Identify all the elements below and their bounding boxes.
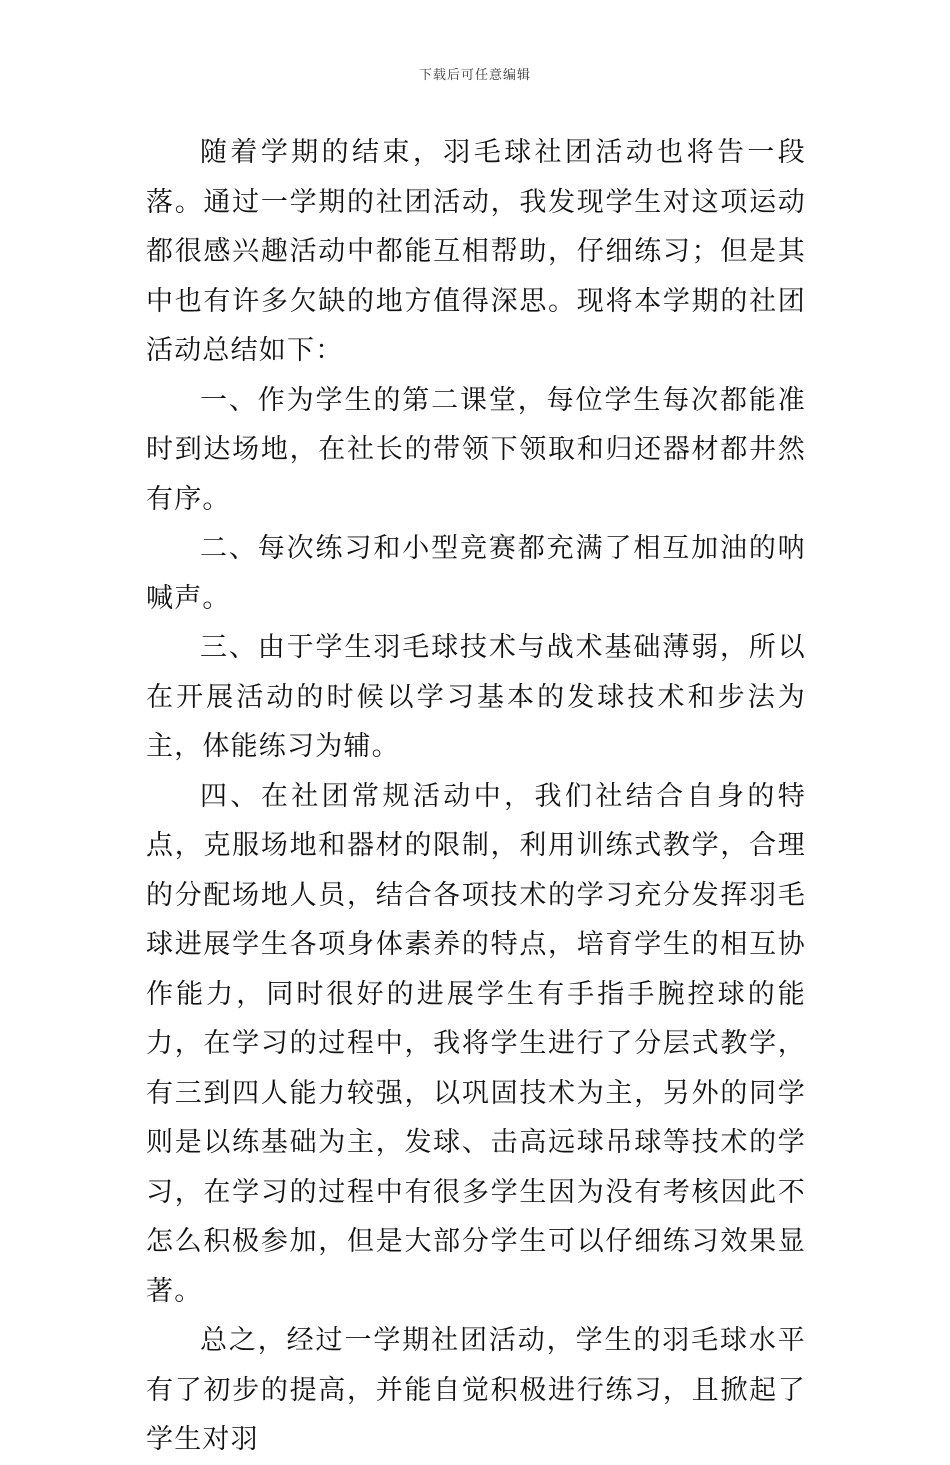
paragraph-point-4: 四、在社团常规活动中，我们社结合自身的特点，克服场地和器材的限制，利用训练式教学，合理的分配场地人员，结合各项技术的学习充分发挥羽毛球进展学生各项身体素养的特点，培育学生的相互协作能力，同时很好的进展学生有手指手腕控球的能力，在学习的过程中，我将学生进行了分层式教学，有三到四人能力较强，以巩固技术为主，另外的同学则是以练基础为主，发球、击高远球吊球等技术的学习，在学习的过程中有很多学生因为没有考核因此不怎么积极参加，但是大部分学生可以仔细练习效果显著。 xyxy=(146,780,806,1307)
paragraph-conclusion: 总之，经过一学期社团活动，学生的羽毛球水平有了初步的提高，并能自觉积极进行练习，且掀起了学生对羽 xyxy=(146,1325,806,1455)
document-body xyxy=(146,128,806,1465)
paragraph-point-2: 二、每次练习和小型竞赛都充满了相互加油的呐喊声。 xyxy=(146,533,806,614)
paragraph-point-1: 一、作为学生的第二课堂，每位学生每次都能准时到达场地，在社长的带领下领取和归还器材都井然有序。 xyxy=(146,384,806,515)
paragraph-intro: 随着学期的结束，羽毛球社团活动也将告一段落。通过一学期的社团活动，我发现学生对这项运动都很感兴趣活动中都能互相帮助，仔细练习；但是其中也有许多欠缺的地方值得深思。现将本学期的社团活动总结如下： xyxy=(146,137,806,366)
paragraph-point-3: 三、由于学生羽毛球技术与战术基础薄弱，所以在开展活动的时候以学习基本的发球技术和步法为主，体能练习为辅。 xyxy=(146,632,806,762)
header-note: 下载后可任意编辑 xyxy=(418,68,531,83)
